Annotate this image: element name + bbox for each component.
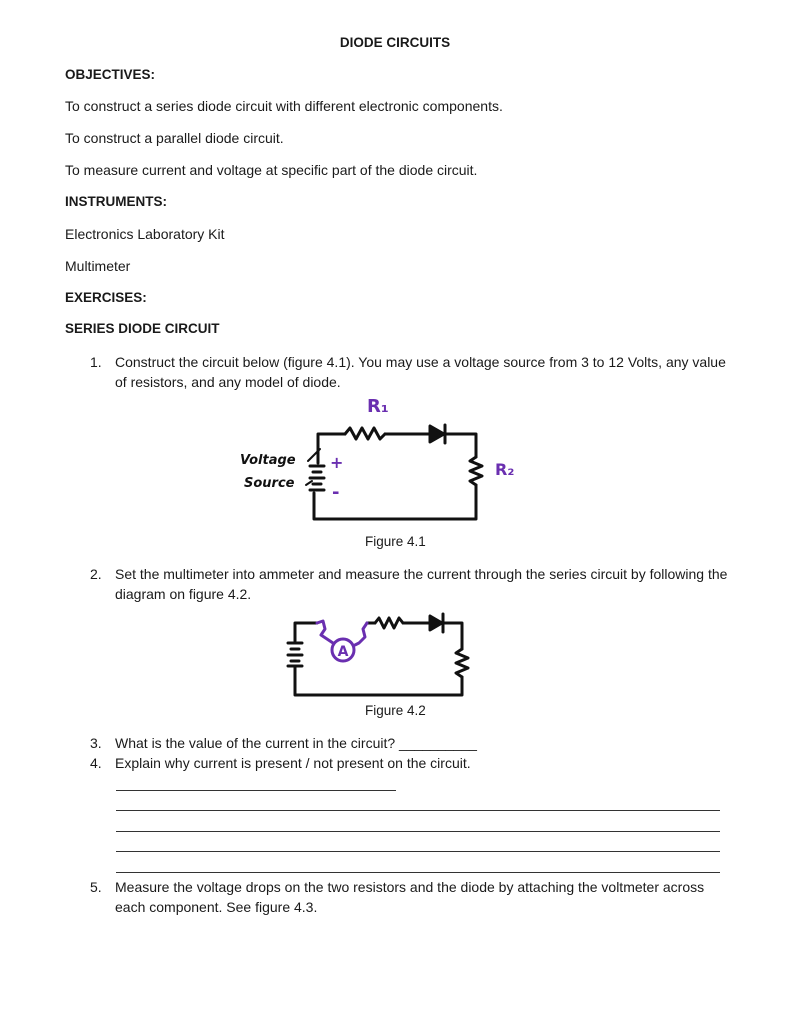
ammeter-label: A xyxy=(337,644,349,660)
diode-triangle xyxy=(430,616,442,630)
figure-4-1-caption: Figure 4.1 xyxy=(365,534,426,549)
objective-item: To measure current and voltage at specific part of the diode circuit. xyxy=(65,162,478,178)
step-number: 1. xyxy=(90,354,102,370)
wire xyxy=(443,623,462,649)
step-number: 4. xyxy=(90,755,102,771)
step-text: Construct the circuit below (figure 4.1). You may use a voltage source from 3 to 12 Volts, any value of resistors, and any model of diode. xyxy=(115,354,726,390)
answer-line[interactable] xyxy=(116,851,720,852)
resistor-r1-zigzag xyxy=(375,618,403,628)
step-1 xyxy=(90,352,730,394)
figure-4-1-circuit xyxy=(230,393,530,533)
ammeter-lead-right xyxy=(355,623,367,645)
wire xyxy=(445,434,476,457)
minus-sign: - xyxy=(332,482,340,503)
answer-line[interactable] xyxy=(116,810,720,811)
objective-item: To construct a series diode circuit with different electronic components. xyxy=(65,98,503,114)
step-text: What is the value of the current in the circuit? __________ xyxy=(115,735,477,751)
step-text: Measure the voltage drops on the two resistors and the diode by attaching the voltmeter across each component. See figure 4.3. xyxy=(115,879,705,915)
wire xyxy=(295,623,317,641)
step-number: 2. xyxy=(90,566,102,582)
exercises-heading: EXERCISES: xyxy=(65,290,147,305)
answer-line[interactable] xyxy=(116,790,396,791)
label-pointer xyxy=(306,481,312,485)
r1-label: R₁ xyxy=(367,396,389,417)
answer-line[interactable] xyxy=(116,872,720,873)
source-label-line2: Source xyxy=(244,476,295,491)
figure-4-2-circuit xyxy=(275,603,475,703)
source-label-line1: Voltage xyxy=(240,453,296,468)
resistor-r2-zigzag xyxy=(470,457,482,485)
plus-sign: + xyxy=(330,453,344,472)
resistor-r1-zigzag xyxy=(345,428,385,439)
instrument-item: Electronics Laboratory Kit xyxy=(65,226,225,242)
step-3 xyxy=(90,733,730,753)
figure-4-2-caption: Figure 4.2 xyxy=(365,703,426,718)
resistor-r2-zigzag xyxy=(456,649,468,677)
page-title: DIODE CIRCUITS xyxy=(339,35,451,50)
objectives-heading: OBJECTIVES: xyxy=(65,67,156,82)
step-4 xyxy=(90,753,730,773)
step-5 xyxy=(90,877,730,919)
section-subheading: SERIES DIODE CIRCUIT xyxy=(65,321,220,336)
diode-triangle xyxy=(430,426,444,442)
instrument-item: Multimeter xyxy=(65,258,131,274)
r2-label: R₂ xyxy=(495,460,515,479)
wire xyxy=(295,667,462,695)
ammeter-lead-left xyxy=(317,621,333,643)
step-2 xyxy=(90,564,730,606)
objective-item: To construct a parallel diode circuit. xyxy=(65,130,284,146)
instruments-heading: INSTRUMENTS: xyxy=(65,194,167,209)
answer-line[interactable] xyxy=(116,831,720,832)
step-number: 5. xyxy=(90,879,102,895)
step-text: Explain why current is present / not present on the circuit. xyxy=(115,755,471,771)
step-number: 3. xyxy=(90,735,102,751)
step-text: Set the multimeter into ammeter and measure the current through the series circuit by following the diagram on figure 4.2. xyxy=(115,566,728,602)
